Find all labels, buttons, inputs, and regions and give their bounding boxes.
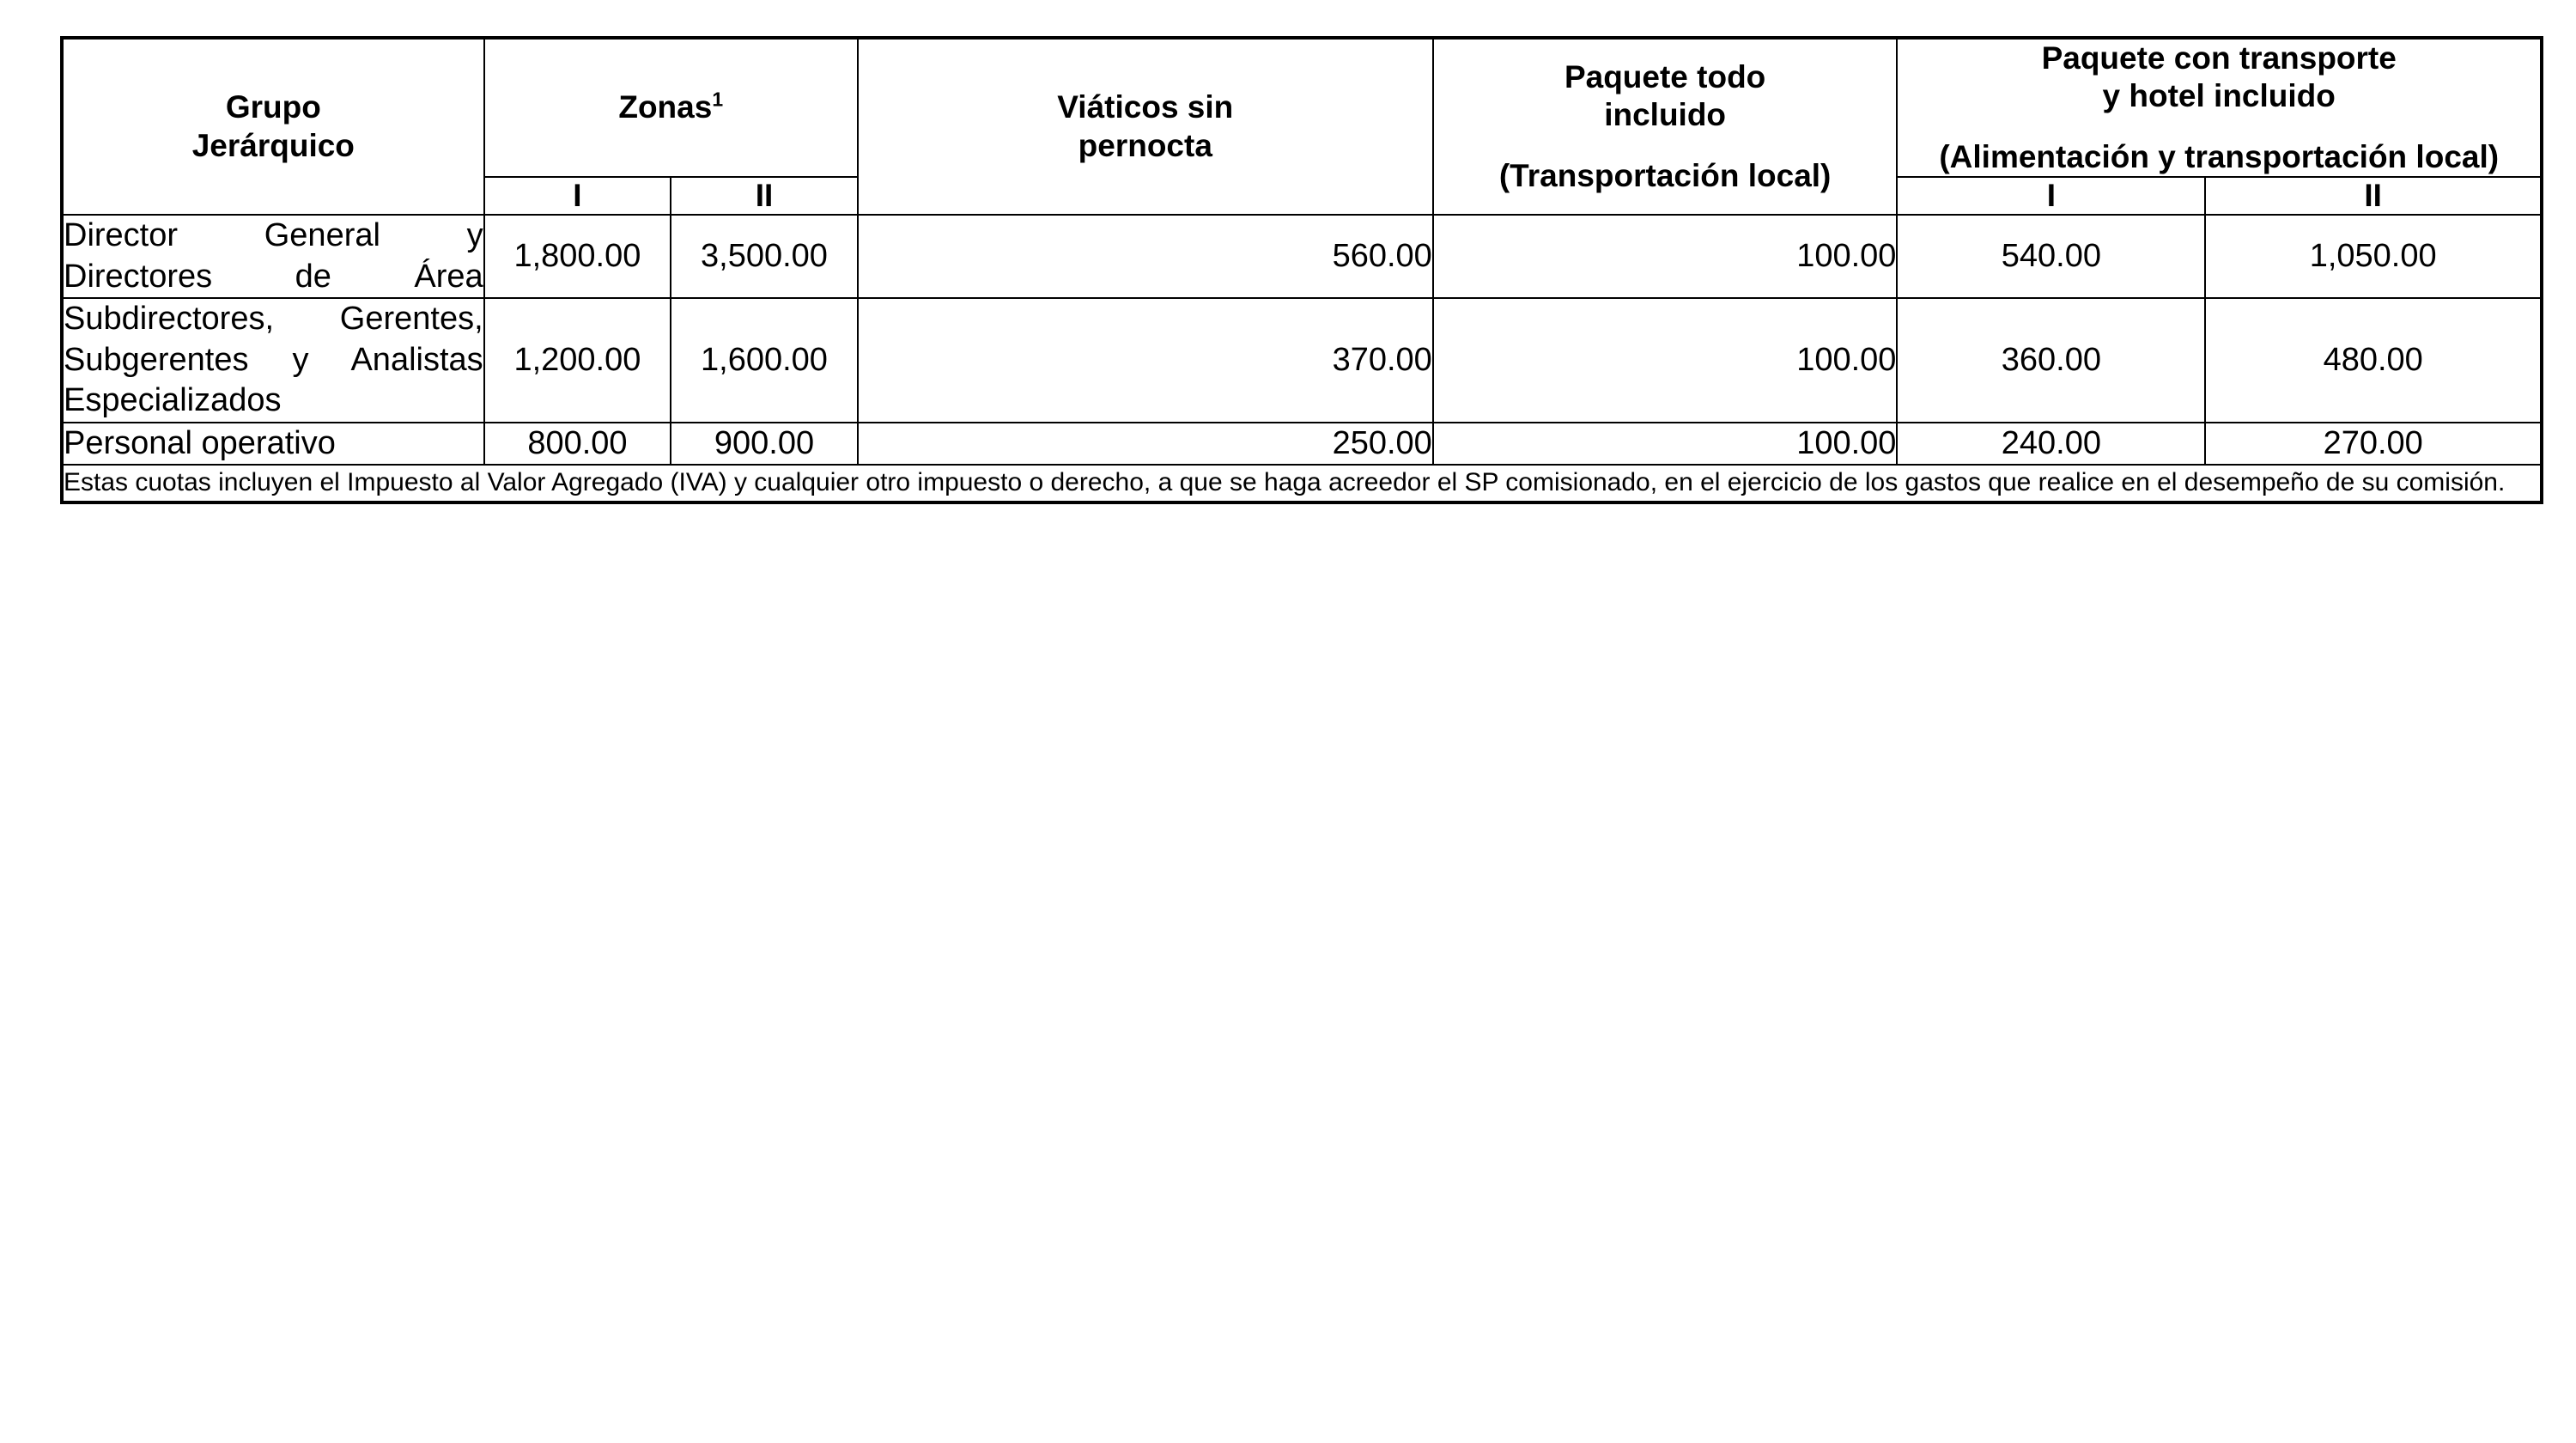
cell-zona-i: 1,200.00 xyxy=(484,298,671,423)
column-header-viaticos-sin-pernocta xyxy=(858,38,1433,215)
column-header-paquete-hotel-i: I xyxy=(1897,177,2205,215)
viaticos-rates-table xyxy=(60,36,2543,504)
cell-grupo: Director General y Directores de Área xyxy=(62,215,484,298)
table-row xyxy=(62,423,2542,466)
column-header-zonas xyxy=(484,38,858,177)
cell-paquete-todo-incluido: 100.00 xyxy=(1433,215,1898,298)
footnote-text: Estas cuotas incluyen el Impuesto al Valor Agregado (IVA) y cualquier otro impuesto o derecho, a que se haga acreedor el SP comisionado, en el ejercicio de los gastos que realice en el desempeño de su comisión. xyxy=(64,468,2506,497)
column-header-grupo-jerarquico xyxy=(62,38,484,215)
cell-grupo: Subdirectores, Gerentes, Subgerentes y Analistas Especializados xyxy=(62,298,484,423)
footnote-row xyxy=(62,465,2542,502)
cell-zona-ii: 3,500.00 xyxy=(671,215,858,298)
cell-viaticos-sin-pernocta: 370.00 xyxy=(858,298,1433,423)
cell-zona-i: 800.00 xyxy=(484,423,671,466)
paquete-hotel-line1: Paquete con transporte xyxy=(2041,40,2397,76)
cell-paquete-hotel-i: 360.00 xyxy=(1897,298,2205,423)
paquete-todo-note: (Transportación local) xyxy=(1498,157,1832,193)
grupo-jerarquico-line2: Jerárquico xyxy=(191,127,355,163)
zonas-label: Zonas xyxy=(618,89,713,125)
column-header-zona-i: I xyxy=(484,177,671,215)
column-header-paquete-todo-incluido xyxy=(1433,38,1898,215)
zonas-footnote-marker: 1 xyxy=(712,88,724,112)
cell-paquete-todo-incluido: 100.00 xyxy=(1433,298,1898,423)
cell-viaticos-sin-pernocta: 560.00 xyxy=(858,215,1433,298)
cell-paquete-hotel-i: 540.00 xyxy=(1897,215,2205,298)
table-row xyxy=(62,215,2542,298)
cell-paquete-hotel-ii: 480.00 xyxy=(2205,298,2542,423)
cell-zona-i: 1,800.00 xyxy=(484,215,671,298)
table-body xyxy=(62,215,2542,502)
cell-paquete-hotel-ii: 1,050.00 xyxy=(2205,215,2542,298)
cell-viaticos-sin-pernocta: 250.00 xyxy=(858,423,1433,466)
column-header-paquete-transporte-hotel xyxy=(1897,38,2542,177)
footnote-cell xyxy=(62,465,2542,502)
cell-zona-ii: 1,600.00 xyxy=(671,298,858,423)
paquete-todo-line2: incluido xyxy=(1604,97,1727,133)
rates-table-container xyxy=(60,36,2543,504)
cell-zona-ii: 900.00 xyxy=(671,423,858,466)
grupo-jerarquico-line1: Grupo xyxy=(225,89,321,125)
cell-paquete-hotel-ii: 270.00 xyxy=(2205,423,2542,466)
cell-paquete-todo-incluido: 100.00 xyxy=(1433,423,1898,466)
table-row xyxy=(62,298,2542,423)
viaticos-line2: pernocta xyxy=(1078,127,1212,163)
paquete-todo-line1: Paquete todo xyxy=(1564,59,1766,94)
cell-paquete-hotel-i: 240.00 xyxy=(1897,423,2205,466)
paquete-hotel-line2: y hotel incluido xyxy=(2102,78,2336,114)
column-header-zona-ii: II xyxy=(671,177,858,215)
cell-grupo: Personal operativo xyxy=(62,423,484,466)
viaticos-line1: Viáticos sin xyxy=(1057,89,1234,125)
column-header-paquete-hotel-ii: II xyxy=(2205,177,2542,215)
paquete-hotel-note: (Alimentación y transportación local) xyxy=(1939,138,2500,174)
table-header xyxy=(62,38,2542,215)
header-row-primary xyxy=(62,38,2542,177)
